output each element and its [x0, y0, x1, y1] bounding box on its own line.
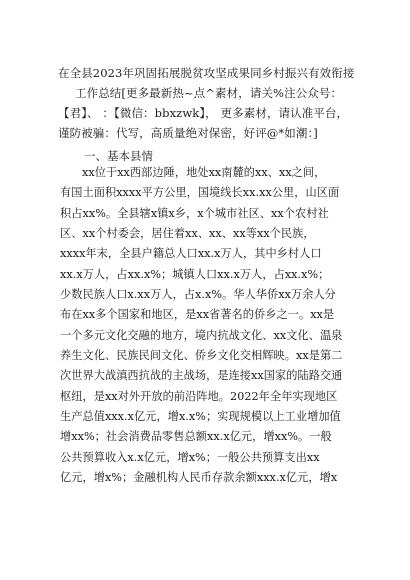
body-line: xx.x万人，占xx.x%；城镇人口xx.x万人，占xx.x%；	[60, 267, 330, 281]
body-line: 养生文化、民族民间文化、侨乡文化交相辉映。xx是第二	[60, 349, 343, 363]
title-line: 工作总结[更多最新热~点^素材，请关%注公众号：	[75, 86, 343, 100]
title-line: 【君】、 ：【微信：bbxzwk】， 更多素材，请认准平台，	[58, 106, 349, 120]
body-line: 区、xx个村委会，居住着xx、xx、xx等xx个民族，	[60, 227, 315, 241]
body-line: xxxx年末，全县户籍总人口xx.x万人，其中乡村人口	[60, 247, 322, 261]
body-line: 枢纽，是xx对外开放的前沿阵地。2022年全年实现地区	[60, 389, 338, 403]
body-line: 布在xx多个国家和地区，是xx省著名的侨乡之一。xx是	[60, 308, 335, 322]
body-line: xx位于xx西部边陲，地处xx南麓的xx、xx之间，	[82, 166, 326, 179]
title-line: 在全县2023年巩固拓展脱贫攻坚成果同乡村振兴有效衔接	[58, 66, 355, 80]
body-line: 生产总值xxx.x亿元，增x.x%；实现规模以上工业增加值	[60, 410, 341, 424]
body-line: 公共预算收入x.x亿元，增x%；一般公共预算支出xx	[60, 450, 320, 464]
body-paragraph	[60, 163, 360, 489]
section-heading: 一、基本县情	[84, 149, 153, 163]
body-line: 增xx%；社会消费品零售总额xx.x亿元，增xx%。一般	[60, 430, 332, 444]
body-line: 积占xx%。全县辖x镇x乡，x个城市社区、xx个农村社	[60, 206, 329, 220]
document-title	[58, 63, 358, 143]
body-line: 有国土面积xxxx平方公里，国境线长xx.xx公里，山区面	[60, 186, 340, 200]
body-line: 一个多元文化交融的地方，境内抗战文化、xx文化、温泉	[60, 328, 343, 342]
body-line: 少数民族人口x.xx万人，占x.x%。华人华侨xx万余人分	[60, 288, 336, 302]
title-line: 谨防被骗：代写，高质量绝对保密，好评@*如潮：]	[58, 126, 318, 140]
body-line: 次世界大战滇西抗战的主战场，是连接xx国家的陆路交通	[60, 369, 343, 383]
body-line: 亿元，增x%；金融机构人民币存款余额xxx.x亿元，增x	[60, 471, 338, 485]
